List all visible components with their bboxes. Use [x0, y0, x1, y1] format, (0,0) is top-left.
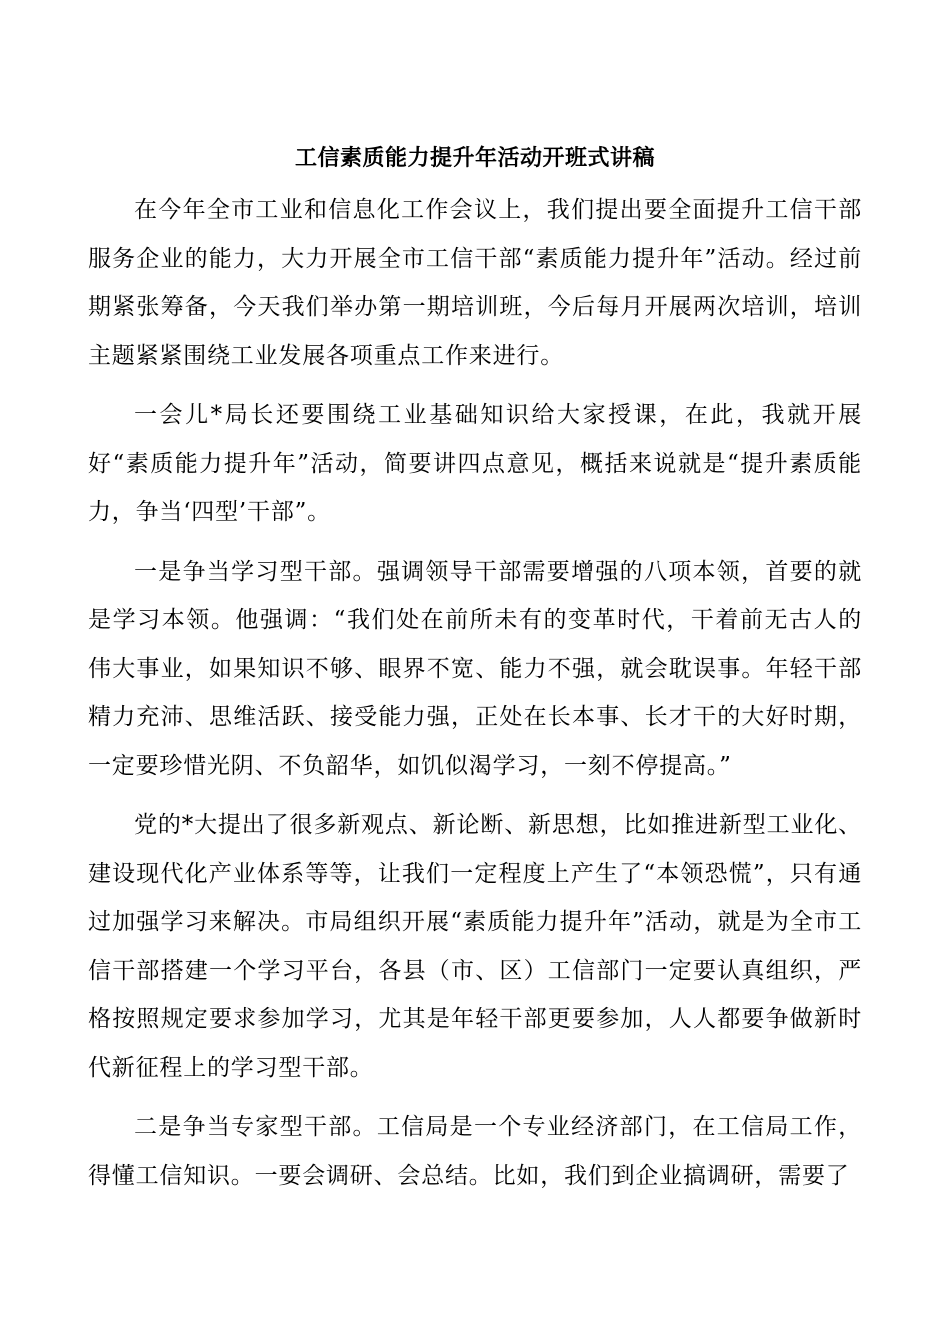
document-body: [88, 186, 862, 1200]
paragraph-3: 一是争当学习型干部。强调领导干部需要增强的八项本领，首要的就是学习本领。他强调：“我们处在前所未有的变革时代，干着前无古人的伟大事业，如果知识不够、眼界不宽、能力不强，就会耽误事。年轻干部精力充沛、思维活跃、接受能力强，正处在长本事、长才干的大好时期，一定要珍惜光阴、不负韶华，如饥似渴学习，一刻不停提高。”: [88, 558, 862, 779]
paragraph-5: 二是争当专家型干部。工信局是一个专业经济部门，在工信局工作，得懂工信知识。一要会调研、会总结。比如，我们到企业搞调研，需要了: [88, 1114, 862, 1189]
paragraph-1: 在今年全市工业和信息化工作会议上，我们提出要全面提升工信干部服务企业的能力，大力开展全市工信干部“素质能力提升年”活动。经过前期紧张筹备，今天我们举办第一期培训班，今后每月开展两次培训，培训主题紧紧围绕工业发展各项重点工作来进行。: [88, 197, 862, 369]
paragraph-4: 党的*大提出了很多新观点、新论断、新思想，比如推进新型工业化、建设现代化产业体系等等，让我们一定程度上产生了“本领恐慌”，只有通过加强学习来解决。市局组织开展“素质能力提升年”活动，就是为全市工信干部搭建一个学习平台，各县（市、区）工信部门一定要认真组织，严格按照规定要求参加学习，尤其是年轻干部更要参加，人人都要争做新时代新征程上的学习型干部。: [88, 812, 862, 1081]
document-title: 工信素质能力提升年活动开班式讲稿: [294, 145, 655, 171]
paragraph-2: 一会儿*局长还要围绕工业基础知识给大家授课，在此，我就开展好“素质能力提升年”活动，简要讲四点意见，概括来说就是“提升素质能力，争当‘四型’干部”。: [88, 402, 862, 525]
